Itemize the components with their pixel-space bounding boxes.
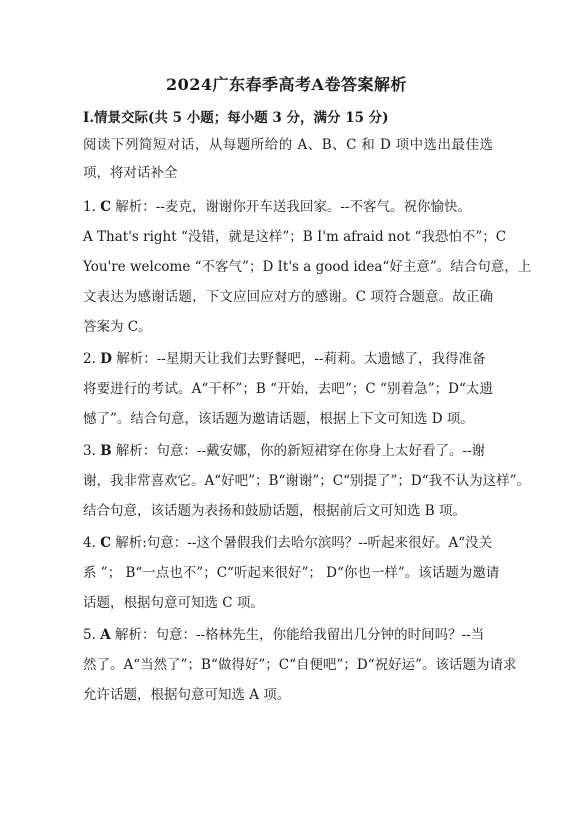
page-title: 2024广东春季高考A卷答案解析 (166, 75, 407, 94)
item-text: 解析:句意：--这个暑假我们去哈尔滨吗？--听起来很好。A“没关 (110, 535, 493, 551)
item-answer: B (100, 443, 112, 459)
answer-item-1-first-line (83, 198, 493, 216)
answer-item-4-first-line (83, 534, 493, 552)
answer-line: 结合句意，该话题为表扬和鼓励话题，根据前后文可知选 B 项。 (83, 503, 467, 519)
answer-line: 话题，根据句意可知选 C 项。 (83, 595, 264, 611)
answer-line: A That's right “没错，就是这样”；B I'm afraid not “我恐怕不”；C (83, 229, 507, 245)
answer-line: You're welcome “不客气”；D It's a good idea“好主意”。结合句意，上 (83, 259, 532, 275)
item-answer: C (100, 199, 111, 215)
answer-line: 将要进行的考试。A“干杯”；B “开始，去吧”；C “别着急”；D“太遗 (83, 381, 493, 397)
item-answer: D (100, 351, 112, 367)
item-number: 2. (83, 351, 96, 367)
intro-line: 项，将对话补全 (83, 165, 178, 181)
answer-item-5-first-line (83, 626, 493, 644)
answer-line: 然了。A“当然了”；B“做得好”；C“自便吧”；D“祝好运”。该话题为请求 (83, 657, 517, 673)
answer-line: 答案为 C。 (83, 319, 152, 335)
item-text: 解析：--星期天让我们去野餐吧，--莉莉。太遗憾了，我得准备 (111, 351, 486, 367)
answer-item-2-first-line (83, 350, 493, 368)
item-text: 解析：句意：--戴安娜，你的新短裙穿在你身上太好看了。--谢 (111, 443, 486, 459)
item-number: 3. (83, 443, 96, 459)
answer-line: 允许话题，根据句意可知选 A 项。 (83, 687, 291, 703)
answer-line: 文表达为感谢话题，下文应回应对方的感谢。C 项符合题意。故正确 (83, 289, 493, 305)
item-text: 解析：--麦克，谢谢你开车送我回家。--不客气。祝你愉快。 (110, 199, 471, 215)
answer-line: 谢，我非常喜欢它。A“好吧”；B“谢谢”；C“别提了”；D“我不认为这样”。 (83, 473, 531, 489)
item-answer: A (100, 627, 111, 643)
item-number: 5. (83, 627, 96, 643)
answer-line: 系 ”； B“一点也不”；C“听起来很好”； D“你也一样”。该话题为邀请 (83, 565, 500, 581)
section-heading: I.情景交际(共 5 小题；每小题 3 分，满分 15 分) (83, 110, 389, 126)
item-number: 4. (83, 535, 96, 551)
item-text: 解析：句意：--格林先生，你能给我留出几分钟的时间吗？--当 (110, 627, 485, 643)
answer-line: 憾了”。结合句意，该话题为邀请话题，根据上下文可知选 D 项。 (83, 411, 474, 427)
item-answer: C (100, 535, 111, 551)
intro-line: 阅读下列简短对话，从每题所给的 A、B、C 和 D 项中选出最佳选 (83, 137, 493, 153)
item-number: 1. (83, 199, 96, 215)
answer-item-3-first-line (83, 442, 493, 460)
